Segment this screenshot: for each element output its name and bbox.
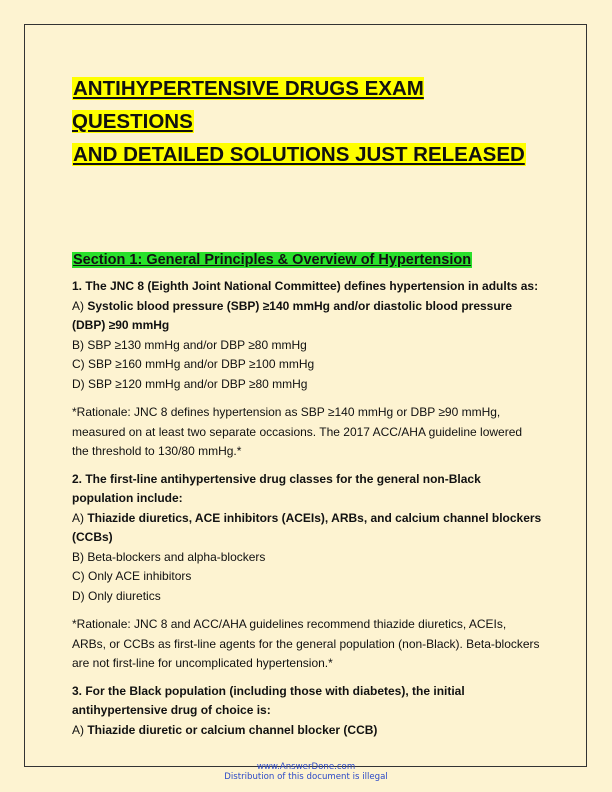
option-b: B) Beta-blockers and alpha-blockers	[72, 549, 266, 564]
document-title	[72, 72, 542, 171]
title-line-2: AND DETAILED SOLUTIONS JUST RELEASED	[73, 143, 525, 166]
option-prefix: A)	[72, 298, 88, 313]
question-3	[72, 682, 542, 741]
correct-answer: Systolic blood pressure (SBP) ≥140 mmHg and/or diastolic blood pressure (DBP) ≥90 mmHg	[72, 298, 513, 332]
option-b: B) SBP ≥130 mmHg and/or DBP ≥80 mmHg	[72, 337, 307, 352]
footer	[0, 762, 612, 782]
option-a	[72, 509, 542, 548]
title-line-1: ANTIHYPERTENSIVE DRUGS EXAM QUESTIONS	[72, 77, 424, 133]
option-prefix: A)	[72, 510, 88, 525]
question-text: 1. The JNC 8 (Eighth Joint National Committee) defines hypertension in adults as:	[72, 279, 539, 293]
option-d: D) SBP ≥120 mmHg and/or DBP ≥80 mmHg	[72, 376, 308, 391]
footer-notice: Distribution of this document is illegal	[224, 772, 388, 782]
rationale: *Rationale: JNC 8 and ACC/AHA guidelines recommend thiazide diuretics, ACEIs, ARBs, or CCBs as first-line agents for the general population (non-Black). Beta-blockers are not first-line for uncomplicated hypertension.*	[72, 617, 540, 670]
option-c: C) Only ACE inhibitors	[72, 569, 192, 583]
question-text: 3. For the Black population (including those with diabetes), the initial antihypertensive drug of choice is:	[72, 683, 465, 717]
option-a	[72, 721, 542, 741]
correct-answer: Thiazide diuretic or calcium channel blocker (CCB)	[87, 722, 378, 737]
question-1	[72, 277, 542, 462]
section-heading	[72, 251, 542, 269]
section-heading-text: Section 1: General Principles & Overview of Hypertension	[73, 252, 472, 268]
option-prefix: A)	[72, 722, 88, 737]
document-body	[72, 72, 542, 740]
footer-website: www.AnswerDone.com	[256, 762, 356, 772]
question-2	[72, 470, 542, 674]
option-a	[72, 297, 542, 336]
correct-answer: Thiazide diuretics, ACE inhibitors (ACEIs), ARBs, and calcium channel blockers (CCBs)	[72, 510, 542, 544]
questions-list	[72, 277, 542, 740]
option-d: D) Only diuretics	[72, 588, 161, 603]
question-text: 2. The first-line antihypertensive drug classes for the general non-Black population include:	[72, 471, 481, 505]
rationale: *Rationale: JNC 8 defines hypertension as SBP ≥140 mmHg or DBP ≥90 mmHg, measured on at least two separate occasions. The 2017 ACC/AHA guideline lowered the threshold to 130/80 mmHg.*	[72, 405, 523, 458]
option-c: C) SBP ≥160 mmHg and/or DBP ≥100 mmHg	[72, 357, 315, 371]
